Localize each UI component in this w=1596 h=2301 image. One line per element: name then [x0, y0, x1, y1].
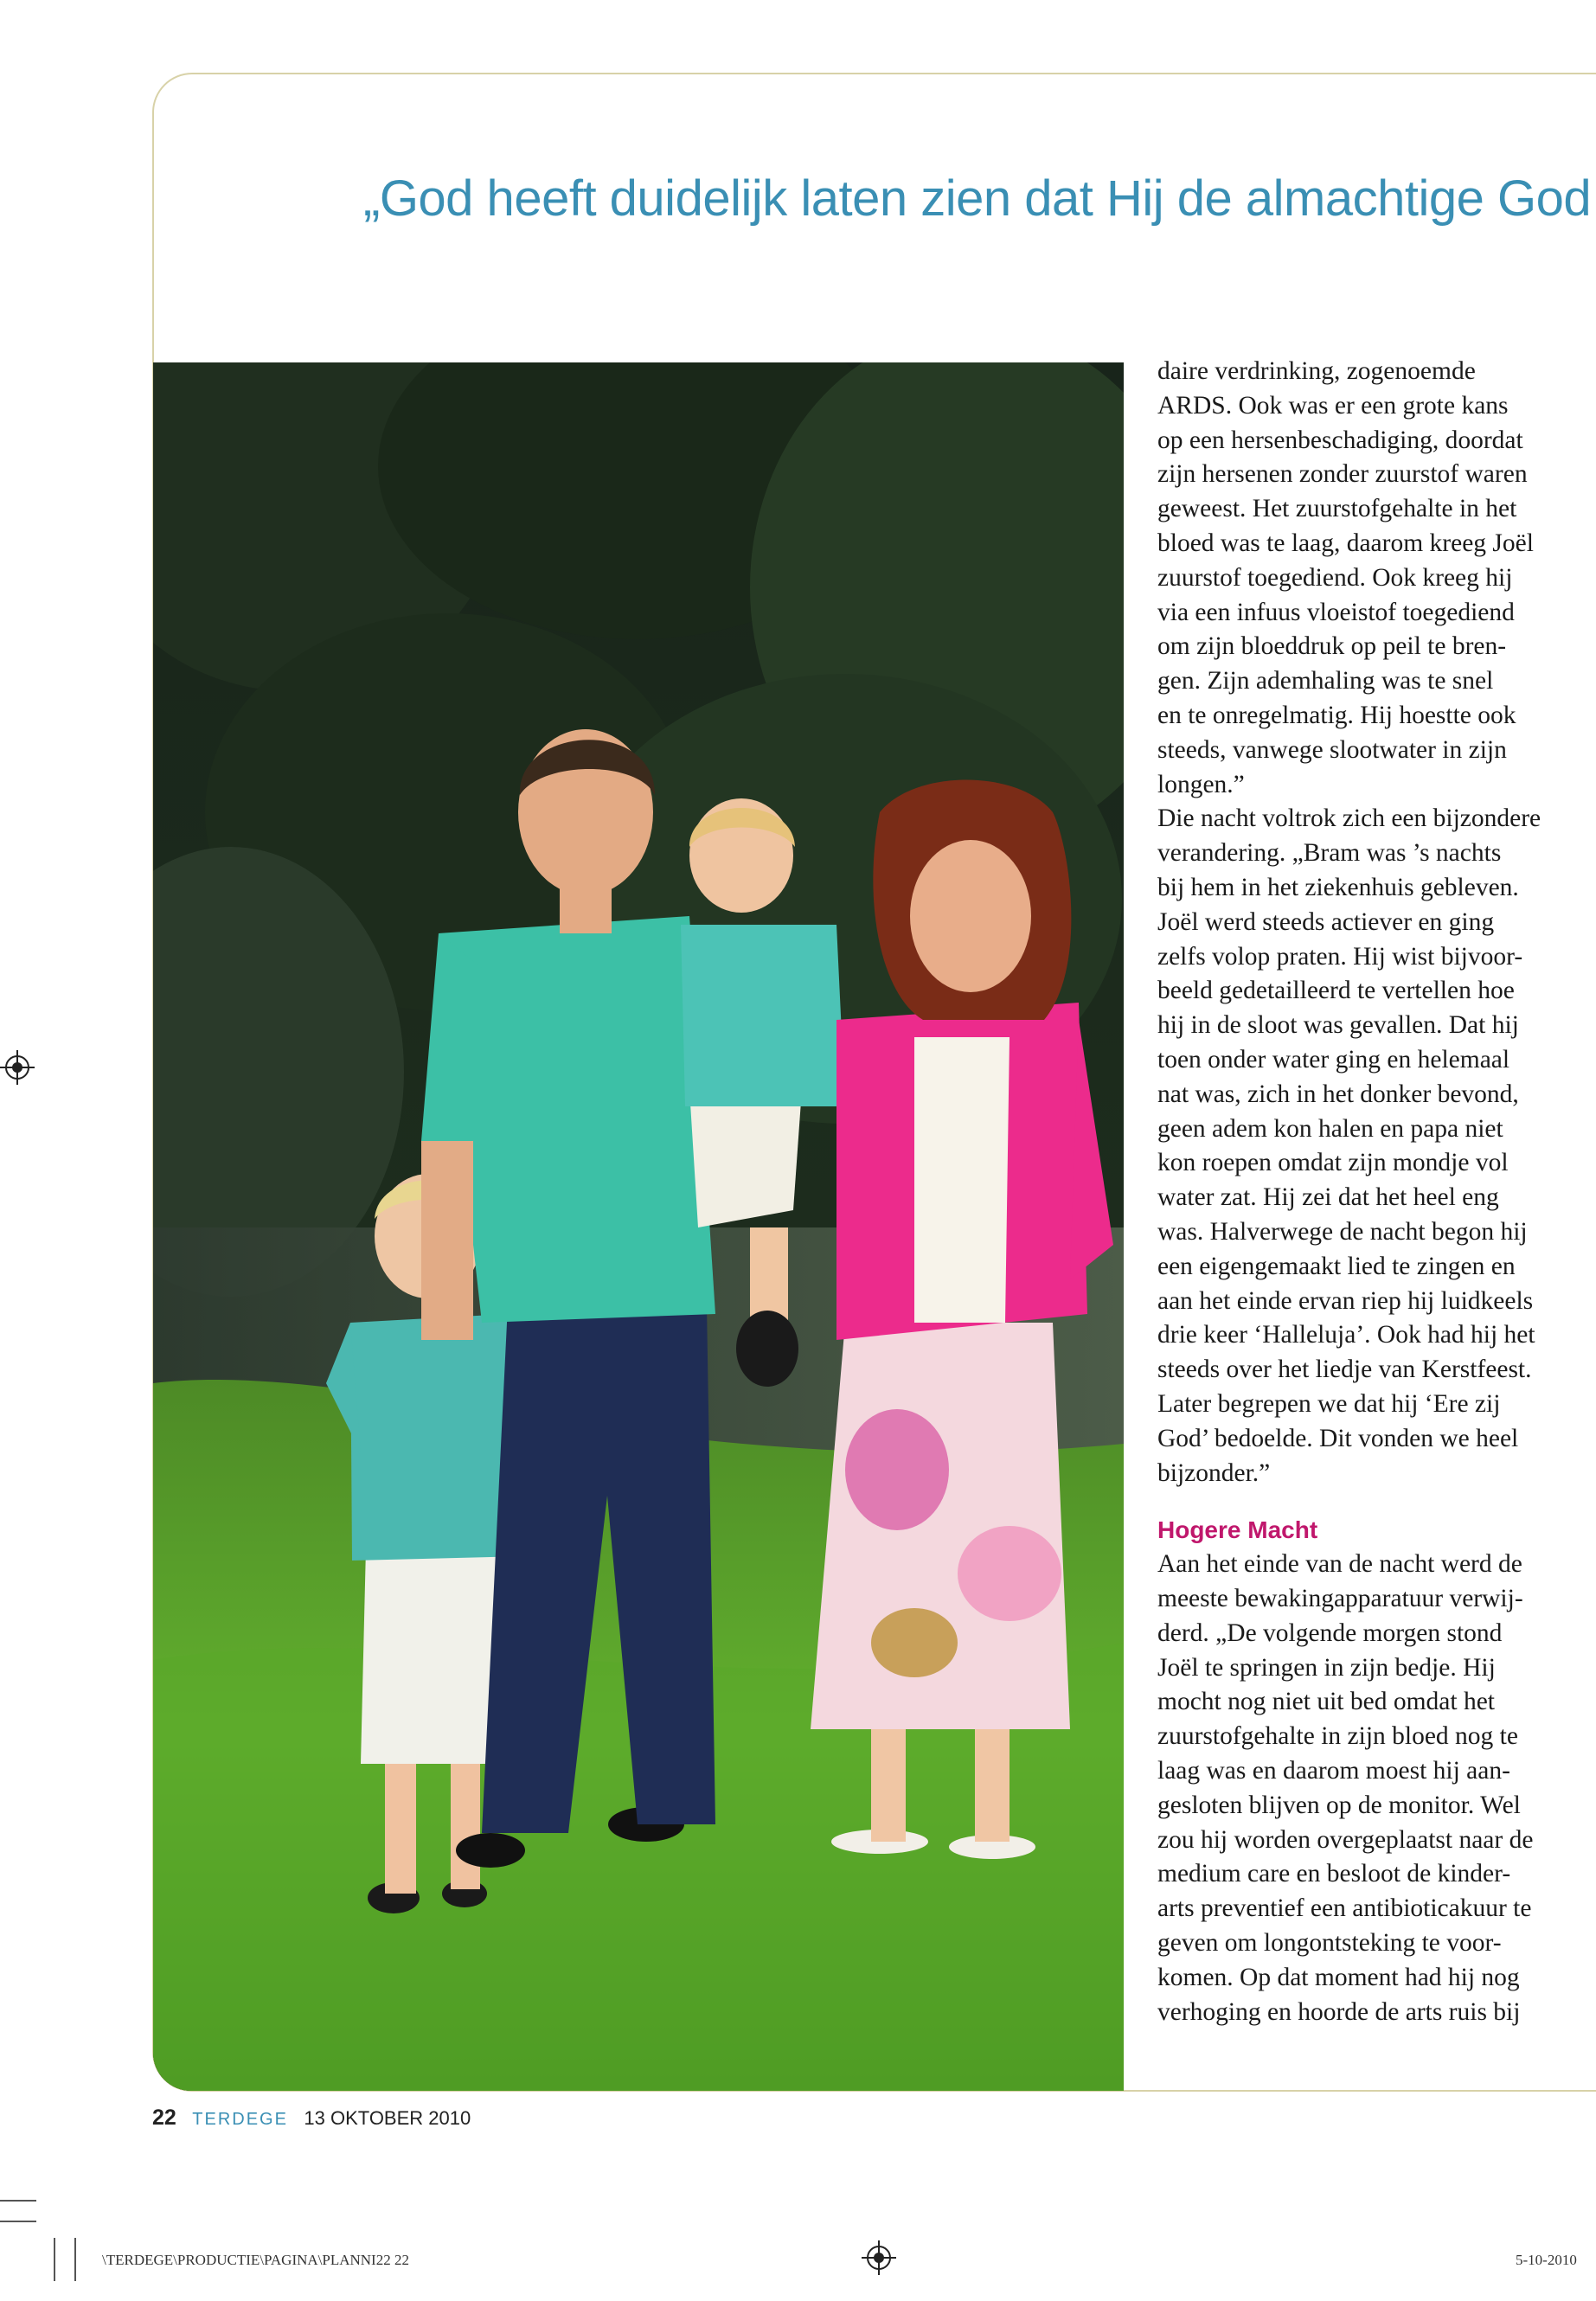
issue-date: 13 OKTOBER 2010 — [304, 2107, 471, 2129]
body-line: beeld gedetailleerd te vertellen hoe — [1157, 977, 1515, 1005]
body-line: een eigengemaakt lied te zingen en — [1157, 1252, 1516, 1280]
body-line: Joël te springen in zijn bedje. Hij — [1157, 1653, 1496, 1682]
body-line: bij hem in het ziekenhuis gebleven. — [1157, 873, 1519, 901]
body-line: steeds over het liedje van Kerstfeest. — [1157, 1356, 1532, 1384]
body-line: arts preventief een antibioticakuur te — [1157, 1894, 1532, 1923]
body-line: geven om longontsteking te voor- — [1157, 1929, 1502, 1958]
body-line: verandering. „Bram was ’s nachts — [1157, 839, 1502, 868]
body-line: hij in de sloot was gevallen. Dat hij — [1157, 1011, 1519, 1040]
pull-quote: „God heeft duidelijk laten zien dat Hij de almachtige God — [363, 170, 1592, 227]
body-line: zuurstofgehalte in zijn bloed nog te — [1157, 1722, 1518, 1751]
body-line: gen. Zijn ademhaling was te snel — [1157, 667, 1494, 695]
body-line: en te onregelmatig. Hij hoestte ook — [1157, 701, 1516, 729]
body-line: zou hij worden overgeplaatst naar de — [1157, 1825, 1534, 1854]
body-line: longen.” — [1157, 770, 1245, 798]
body-line: op een hersenbeschadiging, doordat — [1157, 426, 1523, 454]
body-line: geweest. Het zuurstofgehalte in het — [1157, 495, 1517, 523]
body-line: bloed was te laag, daarom kreeg Joël — [1157, 529, 1534, 557]
body-line: zelfs volop praten. Hij wist bijvoor- — [1157, 942, 1523, 971]
body-line: Aan het einde van de nacht werd de — [1157, 1550, 1522, 1579]
body-line: steeds, vanwege slootwater in zijn — [1157, 735, 1507, 764]
body-line: was. Halverwege de nacht begon hij — [1157, 1217, 1528, 1246]
body-line: toen onder water ging en helemaal — [1157, 1045, 1510, 1074]
crop-mark — [0, 2200, 36, 2202]
magazine-name: TERDEGE — [192, 2110, 288, 2129]
registration-mark-icon — [862, 2240, 896, 2275]
body-line: kon roepen omdat zijn mondje vol — [1157, 1149, 1509, 1177]
body-line: medium care en besloot de kinder- — [1157, 1860, 1511, 1888]
crop-mark — [74, 2238, 76, 2281]
body-line: laag was en daarom moest hij aan- — [1157, 1757, 1510, 1785]
body-line: Later begrepen we dat hij ‘Ere zij — [1157, 1389, 1501, 1418]
body-line: drie keer ‘Halleluja’. Ook had hij het — [1157, 1321, 1535, 1349]
print-slug-date: 5-10-2010 — [1516, 2252, 1577, 2268]
body-line: daire verdrinking, zogenoemde — [1157, 357, 1476, 385]
body-line: geen adem kon halen en papa niet — [1157, 1114, 1503, 1143]
body-line: God’ bedoelde. Dit vonden we heel — [1157, 1424, 1519, 1452]
body-line: zuurstof toegediend. Ook kreeg hij — [1157, 563, 1513, 592]
body-line: om zijn bloeddruk op peil te bren- — [1157, 632, 1507, 661]
body-line: Die nacht voltrok zich een bijzondere — [1157, 804, 1542, 833]
body-line: nat was, zich in het donker bevond, — [1157, 1080, 1519, 1108]
section-subheading: Hogere Macht — [1157, 1516, 1318, 1544]
registration-mark-icon — [0, 1050, 35, 1085]
body-line: zijn hersenen zonder zuurstof waren — [1157, 460, 1528, 489]
body-line: Joël werd steeds actiever en ging — [1157, 907, 1495, 936]
body-line: komen. Op dat moment had hij nog — [1157, 1963, 1520, 1991]
body-line: derd. „De volgende morgen stond — [1157, 1618, 1503, 1647]
body-line: mocht nog niet uit bed omdat het — [1157, 1688, 1495, 1716]
body-line: water zat. Hij zei dat het heel eng — [1157, 1183, 1499, 1212]
body-line: aan het einde ervan riep hij luidkeels — [1157, 1286, 1534, 1315]
body-line: ARDS. Ook was er een grote kans — [1157, 391, 1509, 420]
crop-mark — [54, 2238, 55, 2281]
crop-mark — [0, 2221, 36, 2222]
body-line: meeste bewakingapparatuur verwij- — [1157, 1585, 1523, 1613]
article-column — [1157, 355, 1596, 2029]
body-line: bijzonder.” — [1157, 1458, 1271, 1487]
body-line: gesloten blijven op de monitor. Wel — [1157, 1791, 1521, 1819]
body-line: verhoging en hoorde de arts ruis bij — [1157, 1997, 1521, 2026]
body-line: via een infuus vloeistof toegediend — [1157, 598, 1515, 626]
page-number: 22 — [152, 2106, 176, 2130]
page-folio — [152, 2106, 471, 2131]
family-photo — [153, 362, 1124, 2091]
print-slug-path: \TERDEGE\PRODUCTIE\PAGINA\PLANNI22 22 — [102, 2252, 409, 2268]
